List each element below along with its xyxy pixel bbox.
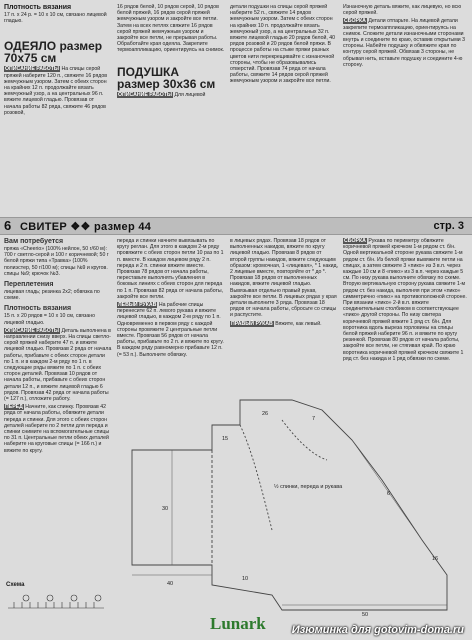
stitches-text: лицевая гладь; резинка 2х2; обвязка по схеме.: [4, 289, 100, 302]
blanket-text-cont: 16 рядов белой, 10 рядов серой, 10 рядов белой пряжей, 16 рядов серой пряжей жемчужным узором и закройте все петли. Затем на всех петлях свяжите 16 рядов серой пряжей жемчужным узором и закройте все петли, не прерывая работы. Обработайте края одеяла. Закрепите термоаппликацию, ориентируясь на снимок.: [117, 4, 225, 54]
pillow-back-text: Изнаночную деталь вяжите, как лицевую, но всю серой пряжей.: [343, 4, 462, 17]
pattern-outline: [132, 400, 447, 610]
left-sleeve-tag: ЛЕВЫЙ РУКАВ: [118, 302, 157, 309]
bottom-column-1: [4, 238, 112, 578]
diagram-num-1: 15: [222, 436, 229, 442]
sweater-assembly-text: Рукава по периметру обвяжите коричневой пряжей крючком 1-м рядом ст. б/н. Одной вертикальной стороне рукава свяжите 1-м рядом ст. б/н. Из белой пряжи вывяжите петли на спицах, а затем свяжите 3 «пико» из 3 в.п. через каждые 10 см и 8 «пико» из 3 в.п. через каждые 5 см. По низу рукава выполните обвязку по схеме. Вторую вертикальную сторону рукава свяжите 1-м рядом ст. без накида, выполняя при этом «пико» симметрично «пико» на противоположной стороне. При вязании «пико» 2-й в.п. вяжите соединительным столбиком в соответствующее «пико» другой стороны. По низу свитера коричневой пряжей вяжите 1 ряд ст. б/н. Для воротника вдоль выреза горловины на спицы белой пряжей наберите 96 п. и вяжите по кругу резинкой. Провязав 80 рядов от начала работы, закройте все петли, не стягивая край. По краю воротника коричневой пряжей крючком свяжите 1 ряд ст. без накида и 1 ряд обвязки по схеме.: [343, 238, 467, 362]
scheme-label: Схема: [6, 582, 25, 588]
diagram-label-half: ½ спинки, переда и рукава: [274, 484, 343, 490]
back-text: Деталь выполнена в направлении снизу вверх. На спицы светло-серой пряжей наберите 47 п. и вяжите лицевой гладью. Провязав 2 ряда от начала работы, прибавьте с обеих сторон детали по 1 п. и в каждом 2-м ряду по 1 п. в следующие ряды вяжите по 1 п. с обеих сторон деталей. Провязав 10 рядов от начала работы, прибавьте с обеих сторон детали 12 п., и вяжите лицевой гладью 6 рядов. Провязав 42 ряда от начала работы (= 127 п.), отложите работу.: [4, 327, 112, 403]
gauge2-heading: Плотность вязания: [4, 305, 72, 313]
diagram-num-0: 30: [162, 506, 169, 512]
pattern-diagram: [112, 380, 467, 620]
pillow-text-cont: детали подушки на спицы серой пряжей наберите 52 п., свяжите 14 рядов жемчужным узором. Затем с обеих сторон на крайних 10 п. продолжайте вязать жемчужный узор, а на центральных 32 п. вяжите лицевой гладью 20 рядов белой, 40 рядов розовой и 20 рядов белой пряжи. В процессе работы на стыке пряжи разных цветов нити перекрещивайте с изнаночной стороны, чтобы не образовывались отверстий. Провязав 74 ряда от начала работы, свяжите 14 рядов серой пряжей жемчужным узором и закройте все петли.: [230, 4, 336, 85]
gauge2-text: 15 п. х 20 рядов = 10 х 10 см, связано лицевой гладью.: [4, 313, 95, 326]
site-watermark: Изюминка для gotovim-doma.ru: [291, 624, 464, 636]
sleeve-cont-text: в лицевых рядах. Провязав 18 рядов от выполненных накидов, вяжите по кругу лицевой гладью. Провязав 8 рядов от второй группы накидов, вяжите следующим образом: кромочная, 1 «лицевая», * 1 накид, 2 лицевые вместе, повторяйте от * до *. Провязав 18 рядов от выполненных накидов, вяжите лицевой гладью. Вывязывая отдельно правый рукав, закройте все петли. В лицевых рядах у края детали выполните 3 ряда. Провязав 18 рядов от начала работы, сбросьте со спицы и распустите.: [230, 238, 338, 319]
crochet-scheme: [6, 590, 106, 614]
raglan-text: переда и спинки начните вывязывать по кругу реглан. Для этого в каждом 2-м ряду провяжите с обеих сторон петли 10 раз по 1 п. вместе. В каждом лицевом ряду 2 п. переда и 2 п. спинки вяжите вместе. Провязав 78 рядов от начала работы, переставьте выполнять убавления в боковых линиях с обеих сторон для переда по 1 п. Провязав 82 ряда от начала работы, закройте все петли.: [117, 238, 224, 300]
top-column-4: [343, 4, 467, 212]
sweater-assembly-tag: СБОРКА: [344, 238, 366, 244]
right-sleeve-text: Вяжите, как левый.: [275, 320, 322, 327]
right-sleeve-tag: ПРАВЫЙ РУКАВ: [231, 320, 273, 327]
pattern-title: СВИТЕР ❖❖ размер 44: [20, 221, 152, 233]
sweater-description-tag: ОПИСАНИЕ РАБОТЫ: [5, 327, 59, 334]
sweater-banner: [0, 217, 472, 235]
diagram-num-8: 10: [242, 576, 249, 582]
diagram-num-3: 7: [312, 416, 316, 422]
gauge-heading: Плотность вязания: [4, 4, 72, 11]
pillow-description-tag: ОПИСАНИЕ РАБОТЫ: [118, 91, 172, 98]
left-sleeve-text: На рабочие спицы перенесите 62 п. левого рукава и вяжите лицевой гладью, в каждом 2-м ряду по 1 п. Одновременно в первом ряду с каждой стороны провяжите 2 центральные петли вместе. Провязав 56 рядов от начала работы, прибавьте по 2 п. и вяжите по кругу. В каждом ряду равномерно прибавьте 12 п. (= 53 п.). Выполните обвязку.: [117, 302, 224, 358]
diagram-num-4: 40: [167, 581, 174, 587]
dimension-lines: [132, 440, 447, 605]
diagram-num-2: 26: [262, 411, 269, 417]
top-column-1: [4, 4, 112, 212]
diagram-num-7: 16: [432, 556, 439, 562]
description-tag: ОПИСАНИЕ РАБОТЫ: [5, 66, 59, 73]
materials-heading: Вам потребуется: [4, 238, 64, 245]
materials-text: пряжа «Cheerio» (100% нейлон, 50 г/60 м): 700 г светло-серой и 100 г коричневой; 50 г белой пряжи типа «Травка» (100% полиэстер, 50 г/100 м); спицы №9 и кругов. спицы №9; крючок №3.: [4, 246, 109, 277]
brand-logo: Lunark: [210, 614, 266, 633]
front-tag: ПЕРЕД: [5, 404, 23, 411]
bottom-column-3: [230, 238, 338, 388]
diagram-num-5: 50: [362, 612, 369, 618]
blanket-heading: ОДЕЯЛО размер 70х75 см: [4, 39, 103, 66]
top-column-3: [230, 4, 338, 212]
pattern-number: 6: [4, 218, 12, 233]
assembly-tag: СБОРКА: [344, 18, 366, 25]
front-text: Начните, как спинку. Провязав 42 ряда от начала работы, обвяжите детали переда и спинки. Для этого с обеих сторон деталей наберите по 2 петли для переда и спинки снимите на вспомогательные спицы по 31 п. Центральные петли обеих деталей наберите на круговые спицы (= 166 п.) и вяжите по кругу.: [4, 404, 110, 454]
diagram-num-6: 6: [387, 491, 391, 497]
pillow-heading: ПОДУШКА размер 30х36 см: [117, 64, 216, 91]
assembly-text: Детали отпарьте. На лицевой детали закрепите термоаппликацию, ориентируясь на снимок. Сложите детали изнаночными сторонами внутрь и соедините по краю, оставив открытыми 3 стороны. Набейте подушку и обвяжите края по контуру серой пряжей. Обвязав 3 стороны, не обрывая нить, вставьте подушку и соедините 4-ю сторону.: [343, 18, 466, 68]
gauge-text: 17 п. х 24 р. = 10 х 10 см, связано лицевой гладью.: [4, 12, 107, 25]
pattern-page: стр. 3: [433, 220, 464, 232]
top-column-2: [117, 4, 225, 212]
stitches-heading: Переплетения: [4, 281, 54, 289]
pillow-text: Для лицевой: [174, 91, 206, 98]
blanket-text: На спицы серой пряжей наберите 120 п., свяжите 16 рядов жемчужным узором. Затем с обеих сторон на крайних 12 п. продолжайте вязать жемчужный узор, а на центральных 96 п. вяжите лицевой гладью. Провязав от начала работы 82 ряда, свяжите 46 рядов розовой,: [4, 66, 107, 116]
